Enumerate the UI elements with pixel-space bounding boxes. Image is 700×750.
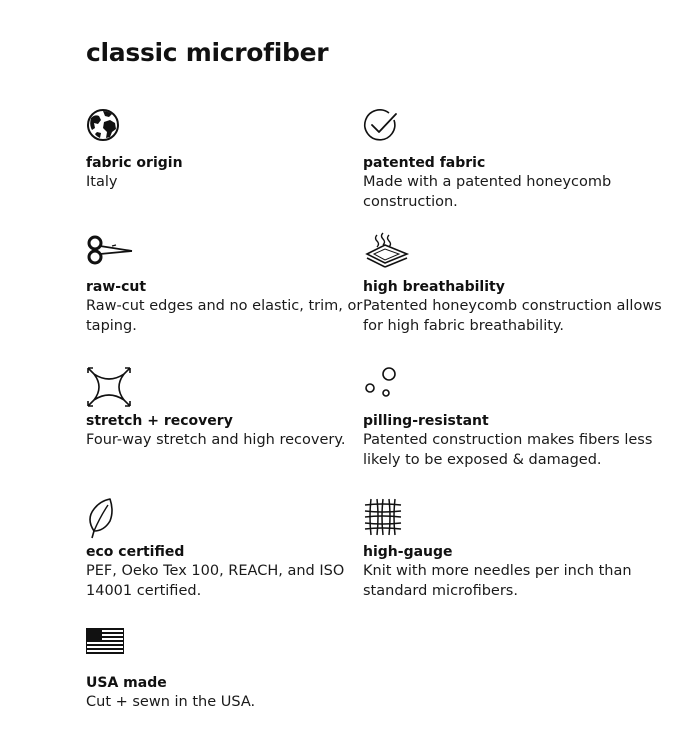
four-way-stretch-icon <box>86 366 386 406</box>
feature-description: Raw-cut edges and no elastic, trim, or taping. <box>86 298 363 334</box>
checkmark-circle-icon <box>363 108 663 148</box>
leaf-icon <box>86 497 386 537</box>
feature-title: high-gauge <box>363 544 453 560</box>
feature-title: USA made <box>86 675 167 691</box>
breathable-layers-icon <box>363 232 663 272</box>
feature-eco-certified <box>86 497 386 601</box>
feature-description: Italy <box>86 174 118 190</box>
feature-description: Patented construction makes fibers less likely to be exposed & damaged. <box>363 432 653 468</box>
feature-title: patented fabric <box>363 155 486 171</box>
feature-title: eco certified <box>86 544 185 560</box>
feature-high-breathability <box>363 232 663 336</box>
feature-usa-made <box>86 628 386 713</box>
feature-description: Knit with more needles per inch than standard microfibers. <box>363 563 632 599</box>
feature-fabric-origin <box>86 108 386 193</box>
feature-description: Cut + sewn in the USA. <box>86 694 256 710</box>
globe-icon <box>86 108 386 148</box>
feature-description: Four-way stretch and high recovery. <box>86 432 346 448</box>
scissors-icon <box>86 232 386 272</box>
feature-raw-cut <box>86 232 386 336</box>
feature-pilling-resistant <box>363 366 663 470</box>
feature-title: stretch + recovery <box>86 413 233 429</box>
feature-title: fabric origin <box>86 155 183 171</box>
feature-description: Patented honeycomb construction allows for high fabric breathability. <box>363 298 662 334</box>
feature-description: Made with a patented honeycomb construction. <box>363 174 612 210</box>
page-title: classic microfiber <box>86 38 329 67</box>
feature-title: raw-cut <box>86 279 147 295</box>
feature-high-gauge <box>363 497 663 601</box>
feature-title: high breathability <box>363 279 505 295</box>
feature-stretch-recovery <box>86 366 386 451</box>
feature-description: PEF, Oeko Tex 100, REACH, and ISO 14001 certified. <box>86 563 345 599</box>
bubbles-icon <box>363 366 663 406</box>
feature-title: pilling-resistant <box>363 413 489 429</box>
feature-patented-fabric <box>363 108 663 212</box>
usa-flag-icon <box>86 628 386 668</box>
knit-grid-icon <box>363 497 663 537</box>
